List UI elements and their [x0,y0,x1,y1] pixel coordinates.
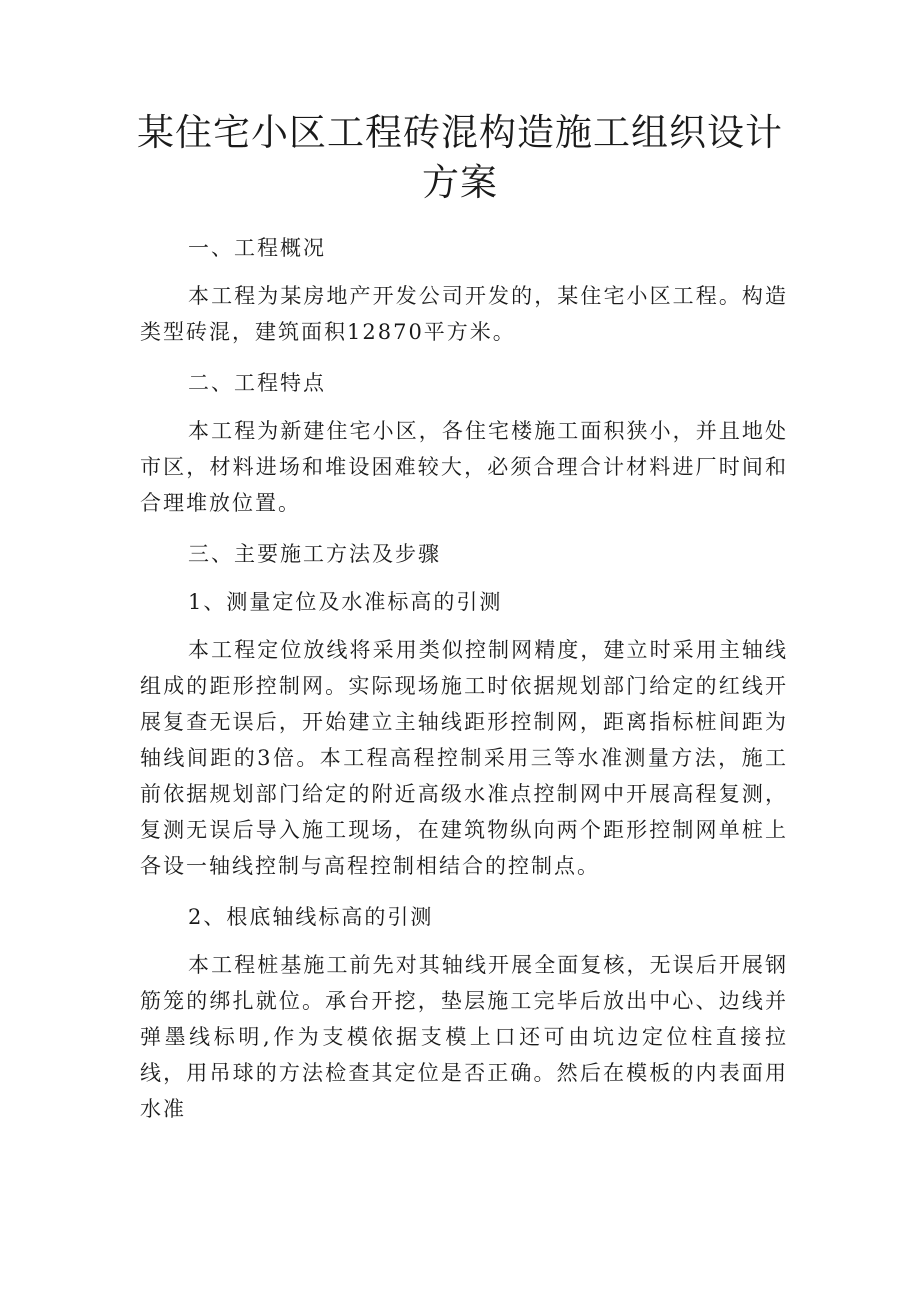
section-heading-methods: 三、主要施工方法及步骤 [188,542,441,566]
paragraph-survey: 本工程定位放线将采用类似控制网精度，建立时采用主轴线组成的距形控制网。实际现场施工时依据规划部门给定的红线开展复查无误后，开始建立主轴线距形控制网，距离指标桩间距为轴线间距的3倍。本工程高程控制采用三等水准测量方法，施工前依据规划部门给定的附近高级水准点控制网中开展高程复测，复测无误后导入施工现场，在建筑物纵向两个距形控制网单桩上各设一轴线控制与高程控制相结合的控制点。 [140,638,788,878]
paragraph-features: 本工程为新建住宅小区，各住宅楼施工面积狭小，并且地处市区，材料进场和堆设困难较大，必须合理合计材料进厂时间和合理堆放位置。 [140,419,788,515]
subsection-heading-survey: 1、测量定位及水准标高的引测 [188,590,503,614]
paragraph-foundation-axis: 本工程桩基施工前先对其轴线开展全面复核，无误后开展钢筋笼的绑扎就位。承台开挖，垫层施工完毕后放出中心、边线并弹墨线标明,作为支模依据支模上口还可由坑边定位柱直接拉线，用吊球的方法检查其定位是否正确。然后在模板的内表面用水准 [140,953,788,1121]
section-heading-overview: 一、工程概况 [188,236,326,260]
paragraph-overview: 本工程为某房地产开发公司开发的，某住宅小区工程。构造类型砖混，建筑面积12870平方米。 [140,284,788,344]
document-body [140,230,788,1142]
document-title: 某住宅小区工程砖混构造施工组织设计方案 [137,111,783,204]
section-heading-features: 二、工程特点 [188,371,326,395]
subsection-heading-foundation-axis: 2、根底轴线标高的引测 [188,905,434,929]
